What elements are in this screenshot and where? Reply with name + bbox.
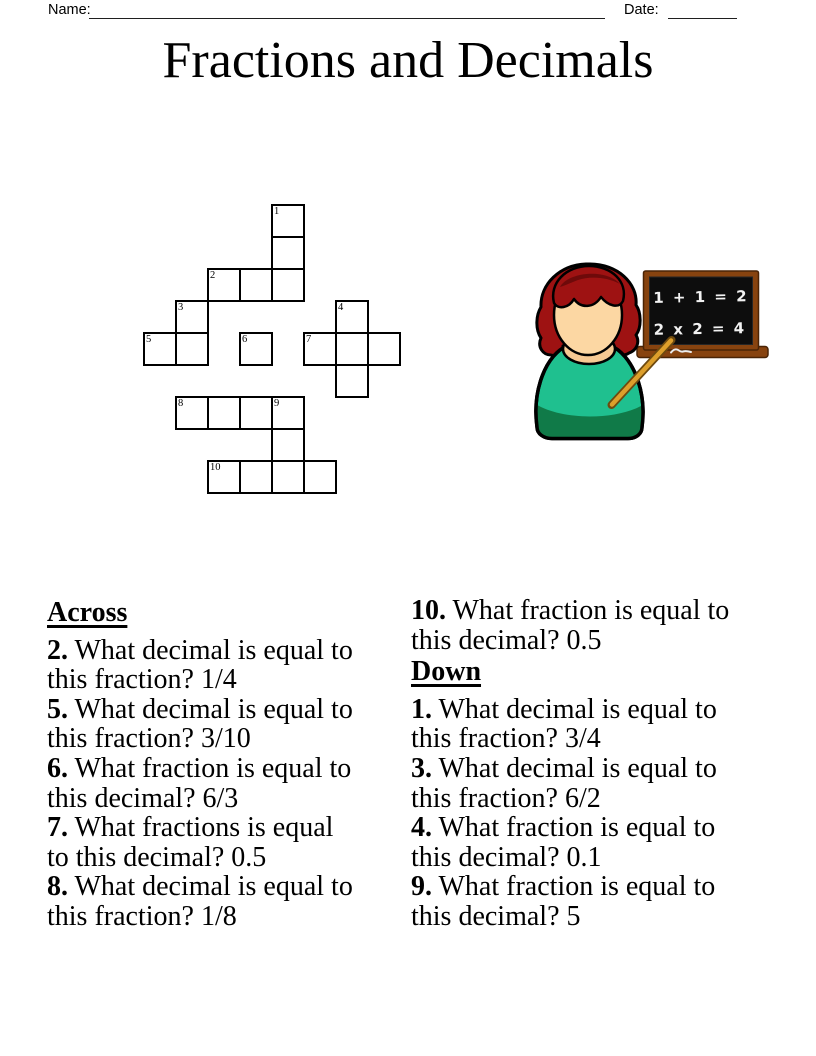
clues-left-column	[47, 596, 355, 932]
grid-cell	[239, 396, 273, 430]
grid-cell	[367, 332, 401, 366]
teacher-clipart	[528, 258, 776, 444]
clue-item: 7. What fractions is equal to this decimal? 0.5	[47, 812, 334, 873]
grid-cell	[175, 332, 209, 366]
clue-number: 7.	[47, 812, 68, 844]
clue-item: 2. What decimal is equal to this fraction? 1/4	[47, 634, 353, 696]
worksheet-title: Fractions and Decimals	[162, 32, 654, 89]
clue-item: 4. What fraction is equal to this decimal? 0.1	[411, 812, 716, 873]
clue-number: 3.	[411, 752, 432, 784]
chalkboard-equation-1: 1 + 1 = 2	[653, 287, 749, 307]
clue-number: 4.	[411, 812, 432, 844]
clue-item: 3. What decimal is equal to this fraction? 6/2	[411, 752, 717, 814]
grid-cell	[239, 268, 273, 302]
grid-cell	[271, 396, 305, 430]
grid-cell-number: 7	[306, 334, 312, 345]
clue-heading-across: Across	[47, 597, 128, 628]
date-label: Date:	[624, 2, 659, 18]
clue-item: 8. What decimal is equal to this fraction? 1/8	[47, 871, 353, 932]
date-blank-line	[668, 0, 737, 19]
clue-heading-down: Down	[411, 656, 482, 688]
grid-cell-number: 5	[146, 334, 152, 345]
grid-cell	[207, 396, 241, 430]
grid-cell-number: 9	[274, 398, 280, 409]
clue-number: 8.	[47, 871, 68, 903]
grid-cell-number: 10	[210, 462, 221, 473]
grid-cell-number: 3	[178, 302, 184, 313]
grid-cell	[303, 460, 337, 494]
grid-cell	[207, 460, 241, 494]
grid-cell	[271, 460, 305, 494]
clue-item: 10. What fraction is equal to this decimal? 0.5	[411, 595, 730, 656]
grid-cell	[303, 332, 337, 366]
teacher	[534, 264, 646, 443]
chalkboard	[637, 271, 768, 358]
grid-cell	[271, 236, 305, 270]
grid-cell	[207, 268, 241, 302]
grid-cell	[271, 268, 305, 302]
grid-cell	[335, 332, 369, 366]
grid-cell	[271, 428, 305, 462]
grid-cell-number: 1	[274, 206, 280, 217]
clue-item: 1. What decimal is equal to this fraction? 3/4	[411, 693, 717, 755]
grid-cell	[175, 396, 209, 430]
grid-cell-number: 8	[178, 398, 184, 409]
clue-number: 2.	[47, 634, 68, 666]
clue-number: 10.	[411, 595, 446, 626]
clue-number: 1.	[411, 693, 432, 725]
clue-item: 9. What fraction is equal to this decimal? 5	[411, 871, 716, 932]
grid-cell	[239, 332, 273, 366]
chalkboard-equation-2: 2 x 2 = 4	[653, 319, 747, 339]
grid-cell-number: 4	[338, 302, 344, 313]
grid-cell	[271, 204, 305, 238]
grid-cell	[239, 460, 273, 494]
clue-item: 5. What decimal is equal to this fraction? 3/10	[47, 693, 353, 755]
grid-cell	[335, 300, 369, 334]
grid-cell	[335, 364, 369, 398]
grid-cell-number: 2	[210, 270, 216, 281]
clue-item: 6. What fraction is equal to this decimal? 6/3	[47, 752, 352, 814]
clue-number: 5.	[47, 693, 68, 725]
grid-cell-number: 6	[242, 334, 248, 345]
clue-number: 9.	[411, 871, 432, 903]
name-label: Name:	[48, 2, 91, 18]
crossword-grid	[144, 205, 402, 495]
clues-right-column	[411, 596, 749, 932]
name-blank-line	[89, 0, 605, 19]
clue-number: 6.	[47, 752, 68, 784]
grid-cell	[143, 332, 177, 366]
grid-cell	[175, 300, 209, 334]
